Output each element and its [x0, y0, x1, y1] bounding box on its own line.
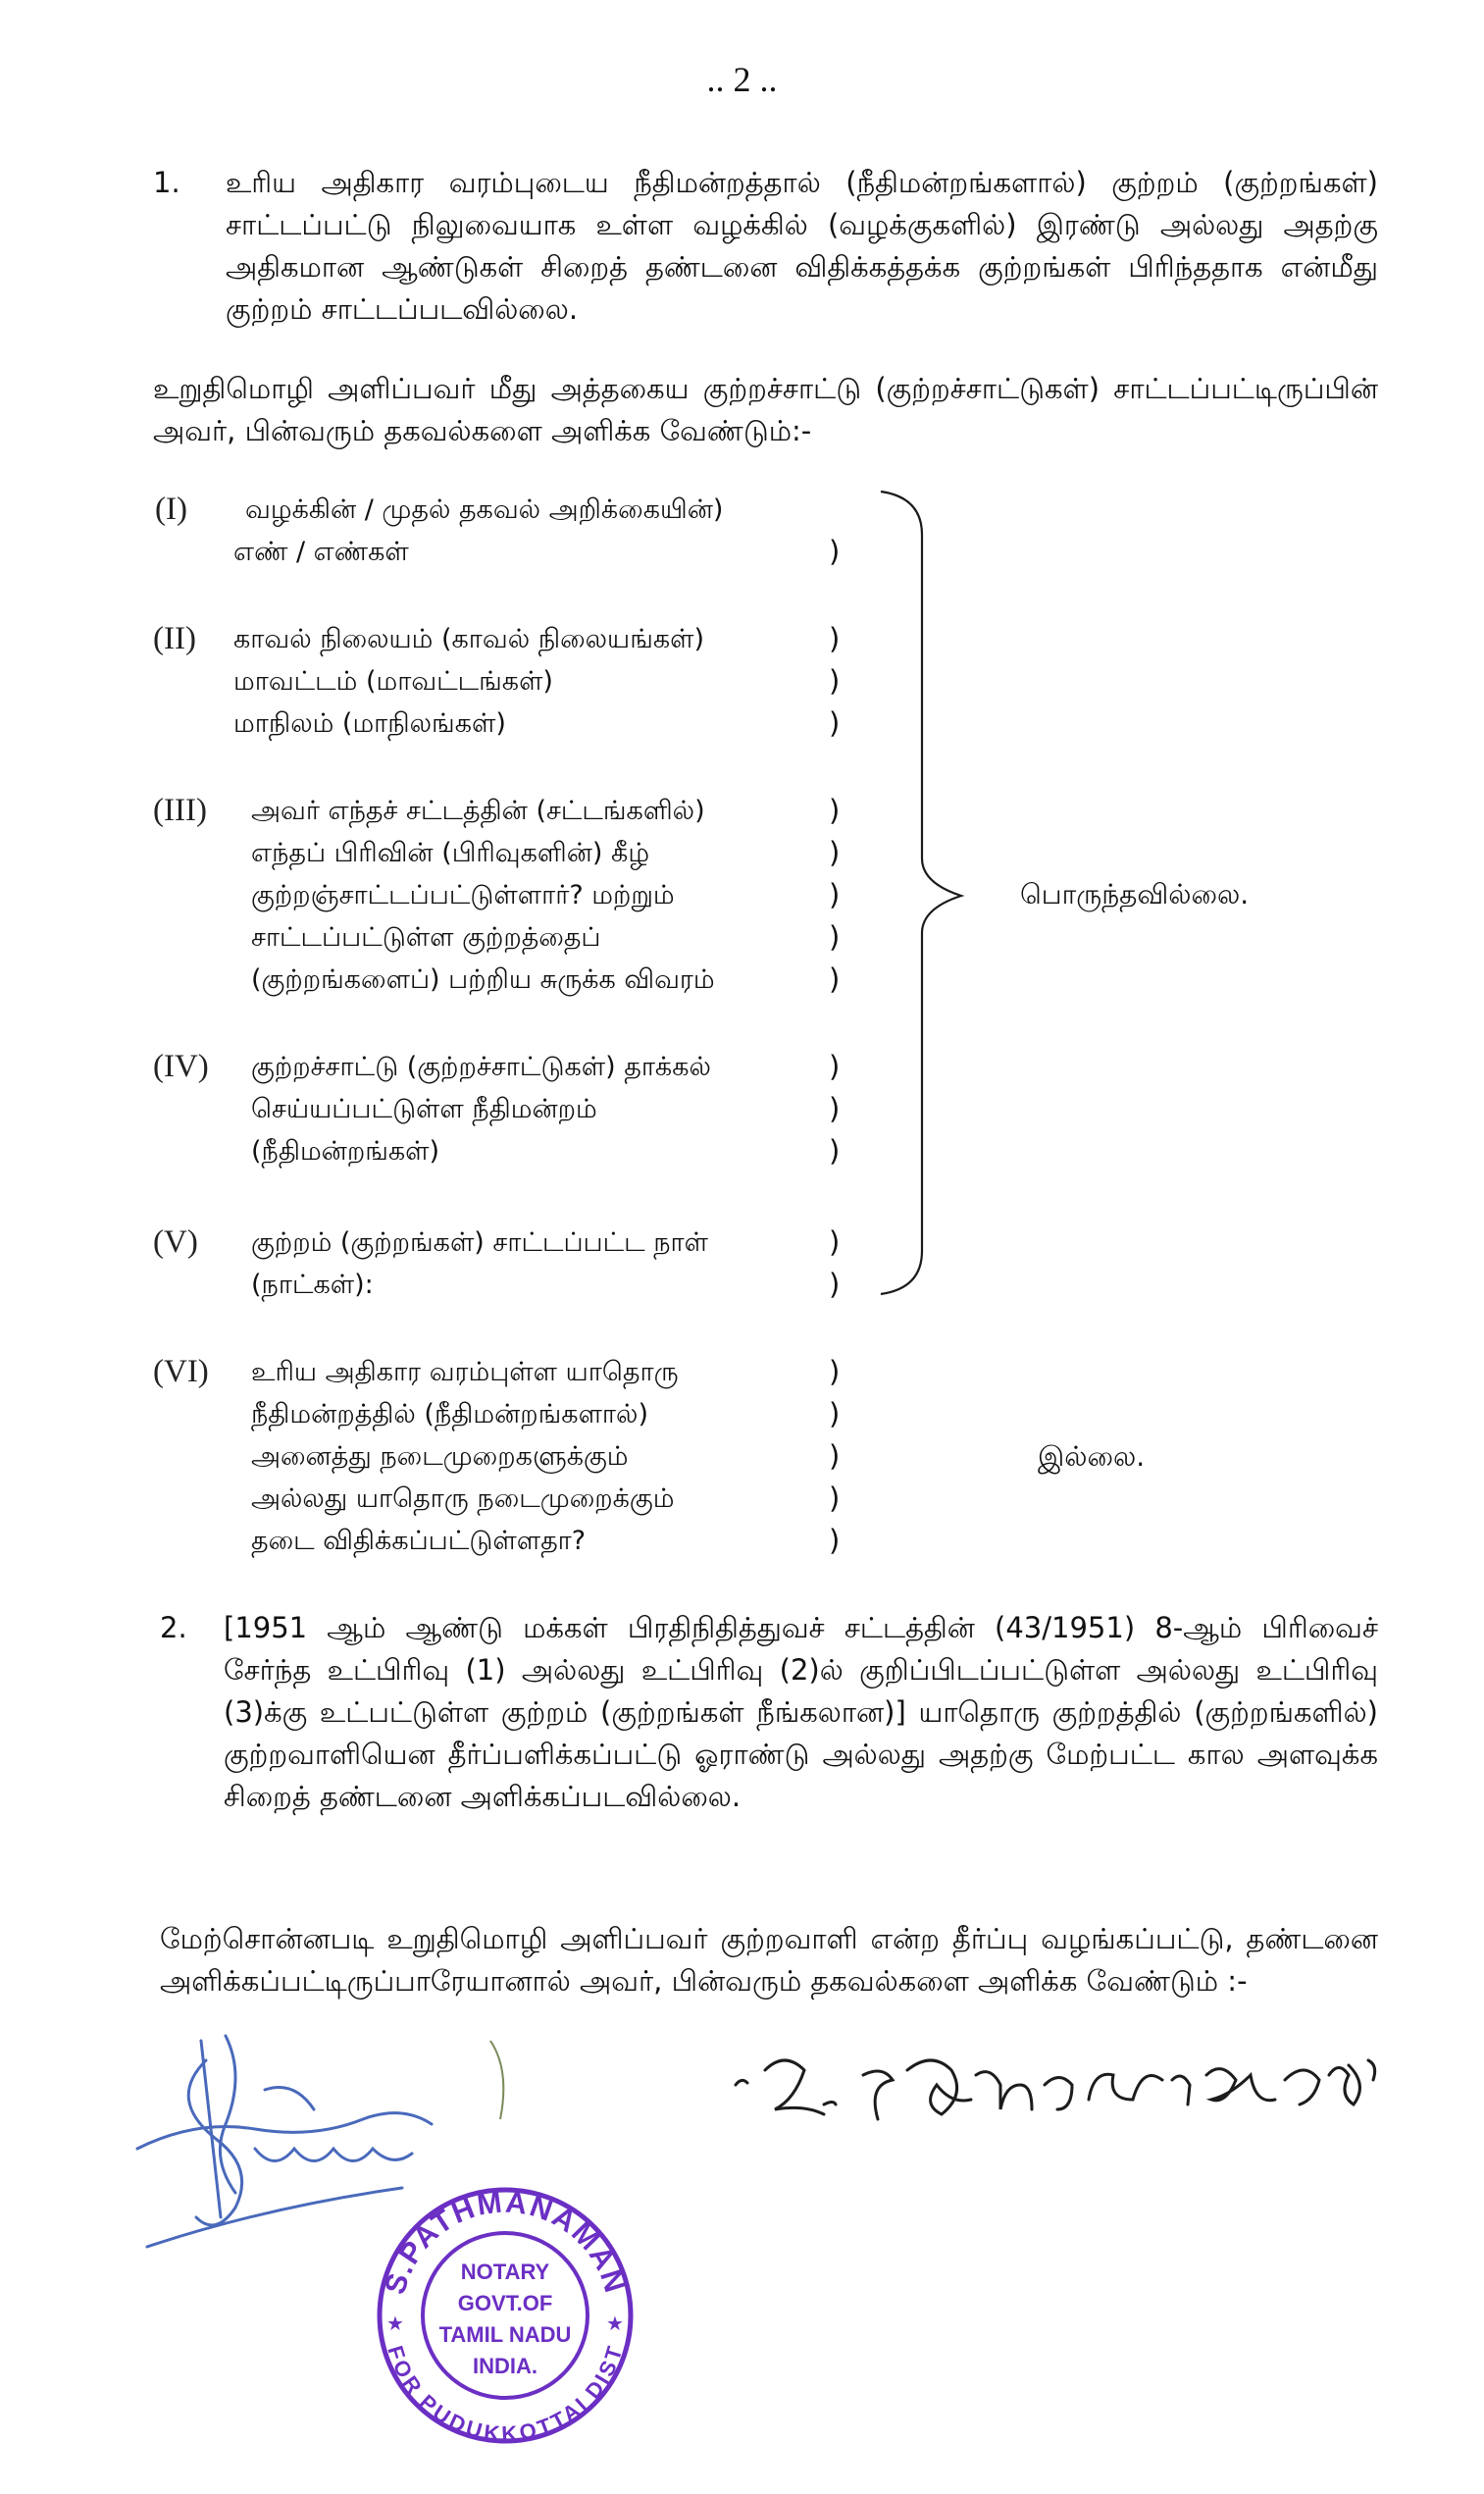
item-iv-line-1: குற்றச்சாட்டு (குற்றச்சாட்டுகள்) தாக்கல் — [251, 1052, 711, 1082]
item-ii-paren-2: ) — [829, 664, 841, 698]
item-ii-paren-1: ) — [829, 622, 841, 655]
item-iv-paren-1: ) — [829, 1050, 841, 1083]
intro-paragraph-1: உறுதிமொழி அளிப்பவர் மீது அத்தகைய குற்றச்சாட்டு (குற்றச்சாட்டுகள்) சாட்டப்பட்டிருப்பின் அவர், பின்வரும் தகவல்களை அளிக்க வேண்டும்:- — [153, 372, 1378, 447]
item-v-line-1: குற்றம் (குற்றங்கள்) சாட்டப்பட்ட நாள் — [251, 1227, 709, 1258]
clause-1-text: உரிய அதிகார வரம்புடைய நீதிமன்றத்தால் (நீதிமன்றங்களால்) குற்றம் (குற்றங்கள்) சாட்டப்பட்டு நிலுவையாக உள்ள வழக்கில் (வழக்குகளில்) இரண்டு அல்லது அதற்கு அதிகமான ஆண்டுகள் சிறைத் தண்டனை விதிக்கத்தக்க குற்றங்கள் பிரிந்ததாக என்மீது குற்றம் சாட்டப்படவில்லை. — [226, 166, 1378, 326]
item-number-ii: (II) — [153, 621, 196, 656]
item-v-line-2: (நாட்கள்): — [251, 1270, 374, 1300]
page-number: .. 2 .. — [706, 60, 778, 99]
item-ii-line-2: மாவட்டம் (மாவட்டங்கள்) — [233, 666, 553, 697]
item-vi-paren-2: ) — [829, 1397, 841, 1430]
stamp-ring-top-text: S.PATHMANAMAN — [379, 2186, 632, 2299]
item-v-paren-1: ) — [829, 1225, 841, 1259]
answer-none: இல்லை. — [1038, 1440, 1146, 1473]
item-i-line-1: வழக்கின் / முதல் தகவல் அறிக்கையின்) — [245, 494, 724, 525]
item-number-i: (I) — [155, 492, 187, 527]
stamp-line-state: TAMIL NADU — [438, 2322, 572, 2347]
item-ii-paren-3: ) — [829, 706, 841, 740]
item-ii-line-1: காவல் நிலையம் (காவல் நிலையங்கள்) — [233, 624, 705, 654]
item-iv-line-2: செய்யப்பட்டுள்ள நீதிமன்றம் — [251, 1094, 597, 1124]
item-iii-paren-3: ) — [829, 878, 841, 911]
item-number-v: (V) — [153, 1224, 198, 1260]
item-vi-paren-5: ) — [829, 1524, 841, 1557]
item-iii-paren-4: ) — [829, 920, 841, 954]
clause-2-number: 2. — [160, 1611, 187, 1644]
item-i-line-2: எண் / எண்கள் — [233, 537, 409, 567]
stamp-line-govt: GOVT.OF — [457, 2291, 553, 2315]
item-iv-paren-2: ) — [829, 1092, 841, 1125]
item-iv-paren-3: ) — [829, 1134, 841, 1168]
item-vi-paren-3: ) — [829, 1439, 841, 1473]
item-vi-line-1: உரிய அதிகார வரம்புள்ள யாதொரு — [251, 1357, 679, 1387]
answer-not-applicable: பொருந்தவில்லை. — [1020, 878, 1250, 910]
item-number-iii: (III) — [153, 793, 207, 828]
item-number-iv: (IV) — [153, 1049, 209, 1084]
item-iii-line-5: (குற்றங்களைப்) பற்றிய சுருக்க விவரம் — [251, 964, 715, 995]
clause-1-number: 1. — [153, 166, 180, 199]
grouping-brace — [863, 486, 971, 1300]
item-iv-line-3: (நீதிமன்றங்கள்) — [251, 1136, 440, 1167]
stamp-line-notary: NOTARY — [460, 2260, 550, 2284]
item-vi-paren-1: ) — [829, 1355, 841, 1388]
intro-paragraph-2: மேற்சொன்னபடி உறுதிமொழி அளிப்பவர் குற்றவாளி என்ற தீர்ப்பு வழங்கப்பட்டு, தண்டனை அளிக்கப்பட்டிருப்பாரேயானால் அவர், பின்வரும் தகவல்களை அளிக்க வேண்டும் :- — [160, 1922, 1378, 1998]
item-iii-paren-5: ) — [829, 962, 841, 996]
item-number-vi: (VI) — [153, 1354, 209, 1389]
item-i-paren-2: ) — [829, 535, 841, 568]
item-vi-line-3: அனைத்து நடைமுறைகளுக்கும் — [251, 1441, 629, 1472]
stamp-star-right: ★ — [606, 2312, 624, 2335]
item-ii-line-3: மாநிலம் (மாநிலங்கள்) — [233, 708, 506, 739]
item-iii-paren-2: ) — [829, 836, 841, 869]
item-vi-line-5: தடை விதிக்கப்பட்டுள்ளதா? — [251, 1526, 587, 1556]
item-iii-line-3: குற்றஞ்சாட்டப்பட்டுள்ளார்? மற்றும் — [251, 880, 675, 910]
stamp-line-country: INDIA. — [473, 2354, 537, 2378]
item-vi-line-4: அல்லது யாதொரு நடைமுறைக்கும் — [251, 1483, 675, 1514]
clause-2-text: [1951 ஆம் ஆண்டு மக்கள் பிரதிநிதித்துவச் சட்டத்தின் (43/1951) 8-ஆம் பிரிவைச் சேர்ந்த உட்பிரிவு (1) அல்லது உட்பிரிவு (2)ல் குறிப்பிடப்பட்டுள்ள அல்லது உட்பிரிவு (3)க்கு உட்பட்டுள்ள குற்றம் (குற்றங்கள் நீங்கலான)] யாதொரு குற்றத்தில் (குற்றங்களில்) குற்றவாளியென தீர்ப்பளிக்கப்பட்டு ஓராண்டு அல்லது அதற்கு மேற்பட்ட கால அளவுக்க சிறைத் தண்டனை அளிக்கப்படவில்லை. — [224, 1611, 1378, 1813]
item-iii-line-1: அவர் எந்தச் சட்டத்தின் (சட்டங்களில்) — [251, 796, 705, 826]
notary-stamp — [373, 2183, 638, 2448]
handwritten-signature-right — [726, 2021, 1412, 2158]
item-vi-line-2: நீதிமன்றத்தில் (நீதிமன்றங்களால்) — [251, 1399, 648, 1429]
item-vi-paren-4: ) — [829, 1481, 841, 1515]
item-iii-line-2: எந்தப் பிரிவின் (பிரிவுகளின்) கீழ் — [251, 838, 650, 868]
stamp-ring-bottom-text: FOR PUDUKKOTTAI DIST — [383, 2342, 628, 2447]
stamp-star-left: ★ — [386, 2312, 404, 2335]
item-v-paren-2: ) — [829, 1268, 841, 1301]
item-iii-paren-1: ) — [829, 794, 841, 827]
item-iii-line-4: சாட்டப்பட்டுள்ள குற்றத்தைப் — [251, 922, 601, 953]
